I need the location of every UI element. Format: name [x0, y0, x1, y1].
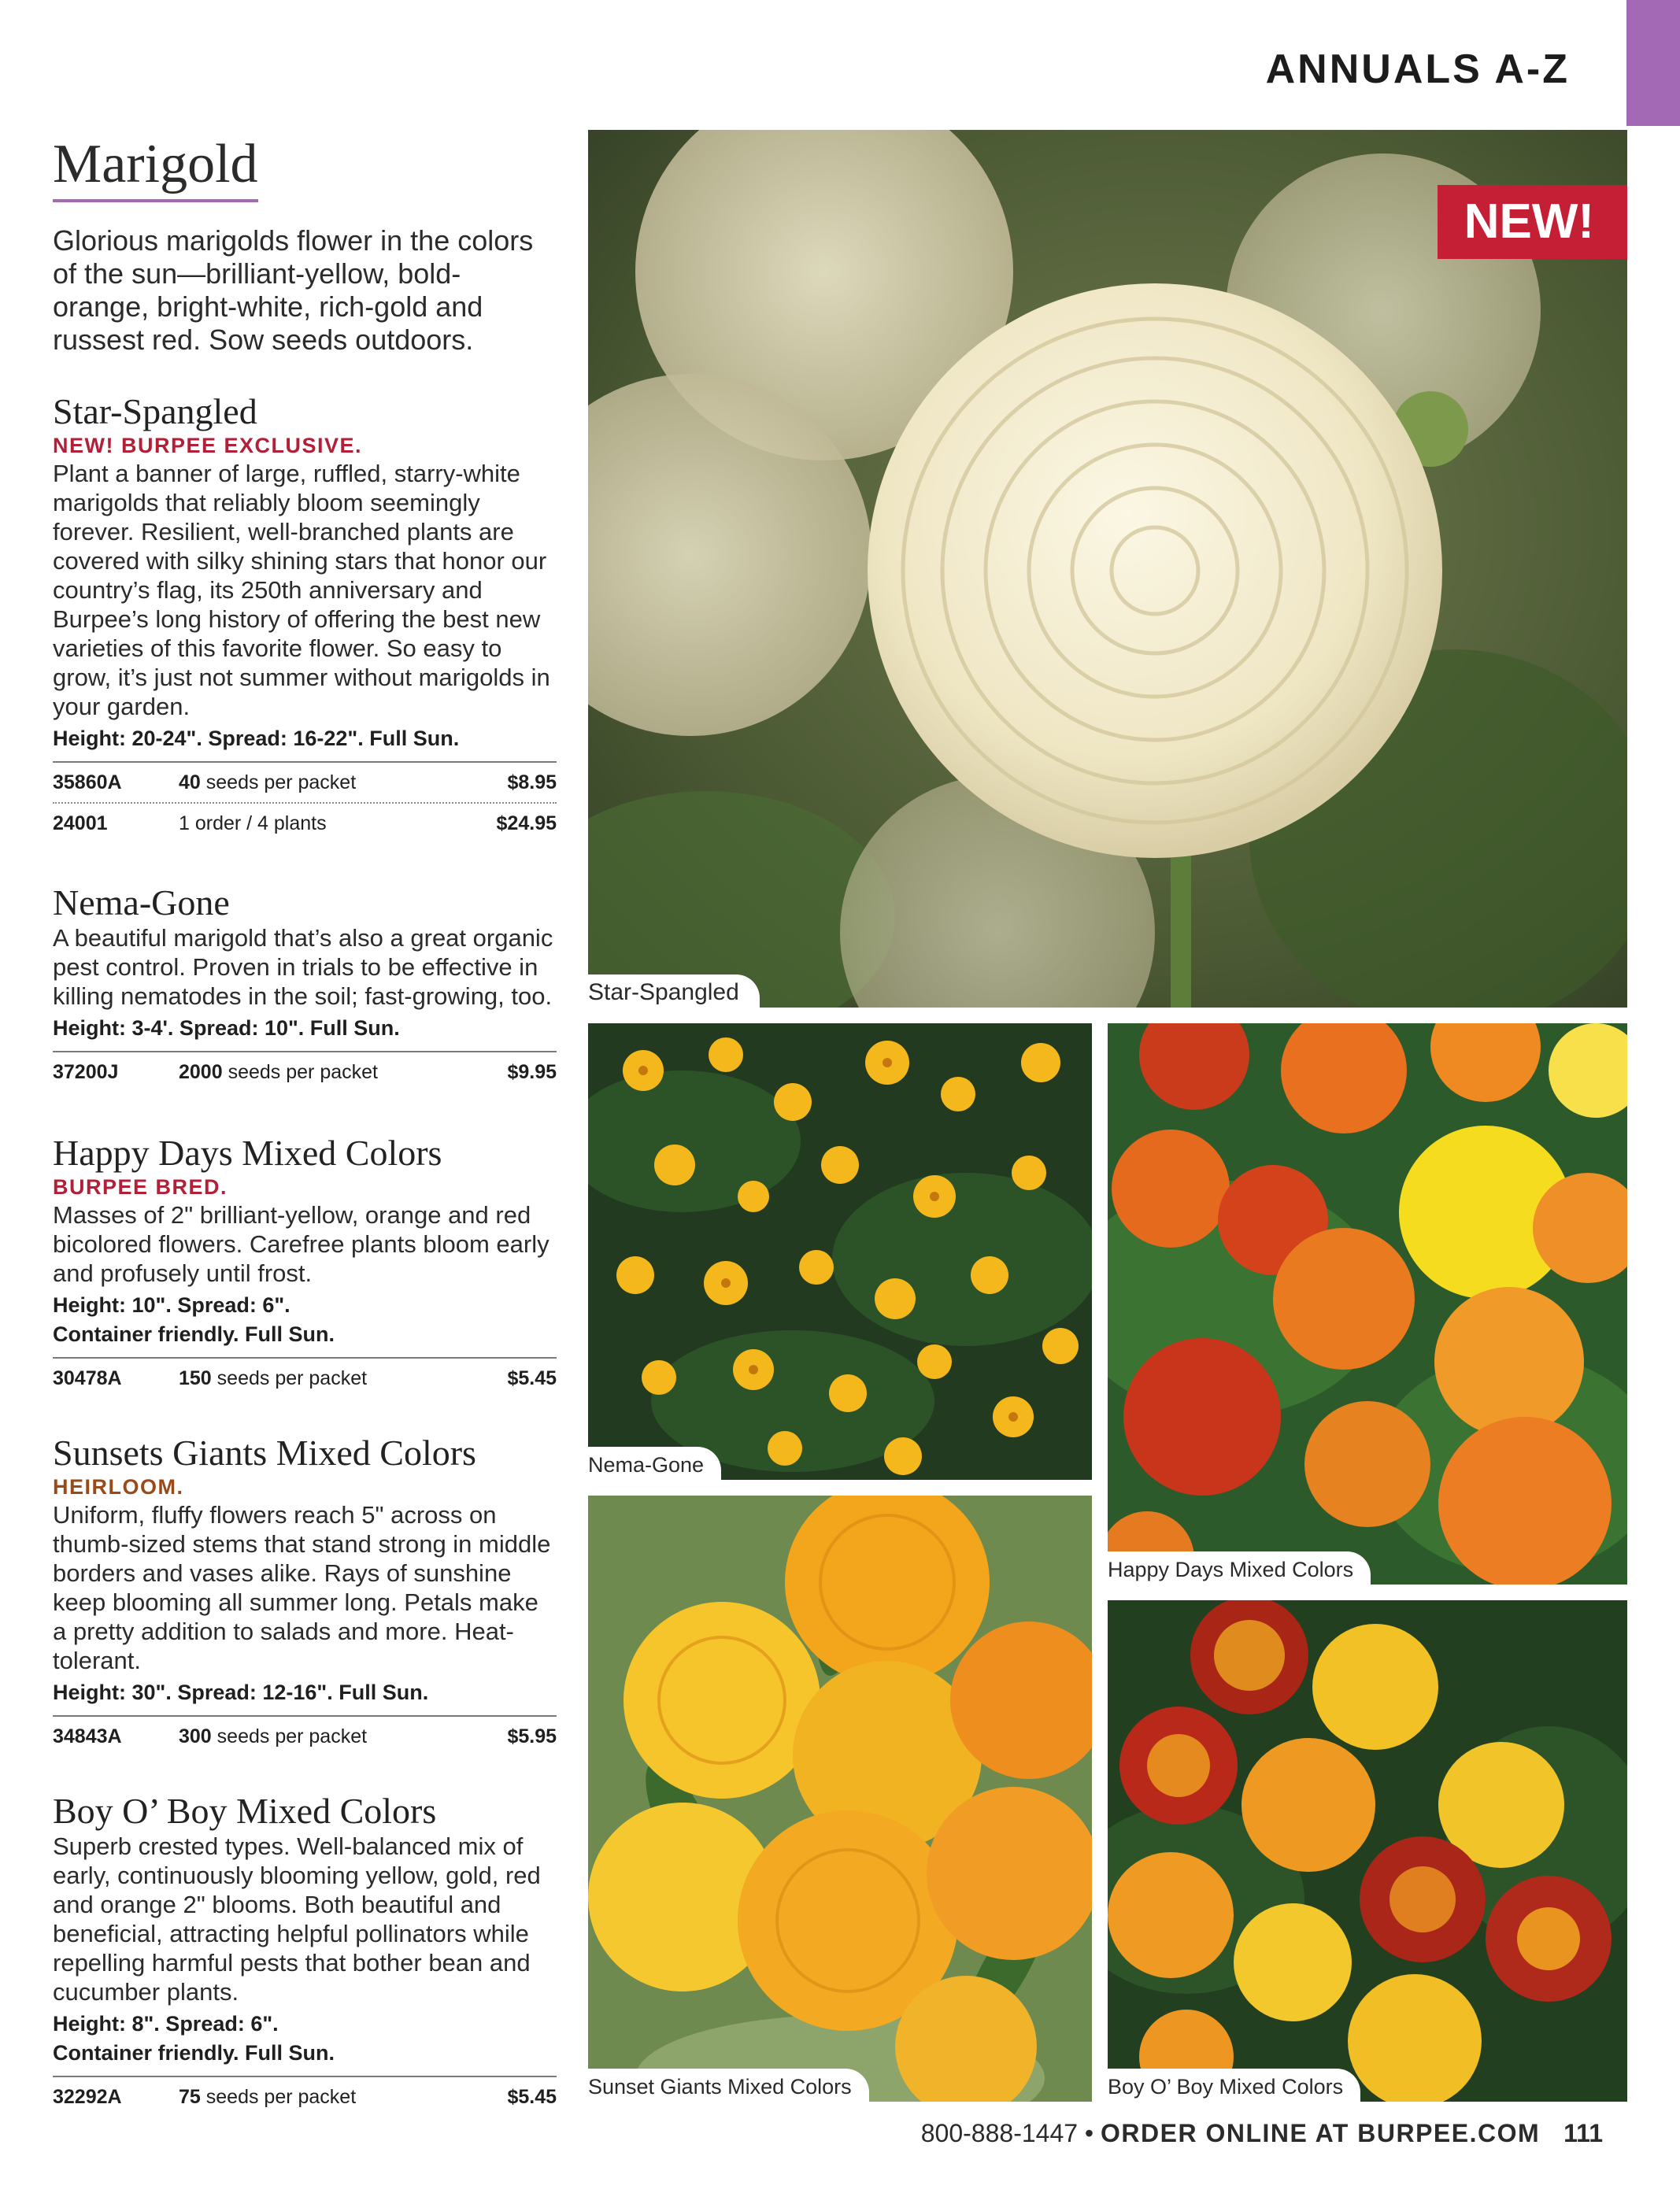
seed-count: 2000: [179, 1060, 223, 1083]
sku-table: [53, 2076, 557, 2117]
page-title: Marigold: [53, 134, 258, 202]
new-badge: NEW!: [1438, 185, 1627, 259]
seed-count: 75: [179, 2085, 201, 2108]
seed-count: 300: [179, 1725, 212, 1747]
sku-code: 34843A: [53, 1725, 122, 1747]
sku-table: [53, 1715, 557, 1756]
sku-row[interactable]: [53, 802, 557, 843]
variety-happy-days: [53, 1133, 557, 1398]
sku-code: 32292A: [53, 2085, 122, 2108]
sku-row[interactable]: [53, 1359, 557, 1398]
sku-quantity: [179, 771, 462, 794]
variety-specs-extra: Container friendly. Full Sun.: [53, 1322, 335, 1346]
quantity-unit: seeds per packet: [205, 771, 357, 793]
happy-days-image: [1108, 1023, 1627, 1585]
variety-specs: Height: 30". Spread: 12-16". Full Sun.: [53, 1681, 429, 1704]
photo-caption: Sunset Giants Mixed Colors: [588, 2069, 869, 2102]
quantity-unit: seeds per packet: [228, 1060, 378, 1083]
sku-price: $5.95: [507, 1725, 557, 1747]
sku-price: $9.95: [507, 1060, 557, 1083]
variety-description: Uniform, fluffy flowers reach 5" across on thumb-sized stems that stand strong in middle borders and vases alike. Rays of sunshine keep blooming all summer long. Petals make a pretty addition to salads and more. Heat-tolerant.: [53, 1501, 551, 1674]
seed-count: 40: [179, 771, 201, 793]
sunset-giants-image: [588, 1496, 1092, 2102]
photo-caption: Star-Spangled: [588, 974, 760, 1008]
phone-number[interactable]: 800-888-1447: [920, 2119, 1079, 2147]
variety-star-spangled: [53, 391, 557, 843]
photo-boy-o-boy: [1108, 1600, 1627, 2102]
sku-code: 24001: [53, 812, 108, 834]
sku-quantity: [179, 2086, 462, 2109]
variety-specs: Height: 3-4'. Spread: 10". Full Sun.: [53, 1016, 400, 1040]
burpee-bred-badge: BURPEE BRED.: [53, 1175, 228, 1199]
boy-o-boy-image: [1108, 1600, 1627, 2102]
sku-table: [53, 1357, 557, 1398]
page-number: 111: [1563, 2119, 1603, 2147]
sku-quantity: [179, 1725, 462, 1748]
quantity-unit: seeds per packet: [205, 2085, 357, 2108]
sku-table: [53, 761, 557, 843]
section-color-tab: [1626, 0, 1680, 126]
variety-name: Boy O’ Boy Mixed Colors: [53, 1791, 437, 1831]
photo-happy-days: [1108, 1023, 1627, 1585]
quantity-unit: seeds per packet: [216, 1725, 368, 1747]
sku-price: $5.45: [507, 2085, 557, 2108]
sku-code: 37200J: [53, 1060, 119, 1083]
sku-code: 30478A: [53, 1366, 122, 1389]
nema-gone-image: [588, 1023, 1092, 1480]
sku-row[interactable]: [53, 2077, 557, 2117]
variety-description: Plant a banner of large, ruffled, starry-white marigolds that reliably bloom seemingly forever. Resilient, well-branched plants are covered with silky shining stars that honor our country’s flag, its 250th anniversary and Burpee’s long history of offering the best new varieties of this favorite flower. So easy to grow, it’s just not summer without marigolds in your garden.: [53, 460, 550, 720]
photo-sunset-giants: [588, 1496, 1092, 2102]
sku-table: [53, 1051, 557, 1092]
variety-name: Sunsets Giants Mixed Colors: [53, 1433, 476, 1473]
variety-sunsets-giants: [53, 1433, 557, 1756]
variety-specs: Height: 20-24". Spread: 16-22". Full Sun.: [53, 727, 460, 750]
sku-row[interactable]: [53, 1052, 557, 1092]
sku-price: $5.45: [507, 1366, 557, 1389]
photo-nema-gone: [588, 1023, 1092, 1480]
photo-caption: Nema-Gone: [588, 1447, 721, 1480]
intro-text: Glorious marigolds flower in the colors of the sun—brilliant-yellow, bold-orange, bright-white, rich-gold and russest red. Sow seeds outdoors.: [53, 224, 534, 356]
sku-price: $24.95: [496, 812, 557, 834]
heirloom-badge: HEIRLOOM.: [53, 1475, 184, 1499]
variety-boy-o-boy: [53, 1791, 557, 2117]
variety-description: A beautiful marigold that’s also a great organic pest control. Proven in trials to be effective in killing nematodes in the soil; fast-growing, too.: [53, 924, 553, 1010]
variety-specs: Height: 10". Spread: 6".: [53, 1293, 290, 1317]
variety-description: Superb crested types. Well-balanced mix of early, continuously blooming yellow, gold, red and orange 2" blooms. Both beautiful and beneficial, attracting helpful pollinators while repelling harmful pests that bother bean and cucumber plants.: [53, 1832, 541, 2006]
page-footer: [921, 2119, 1603, 2148]
variety-specs: Height: 8". Spread: 6".: [53, 2012, 279, 2036]
variety-specs-extra: Container friendly. Full Sun.: [53, 2041, 335, 2065]
sku-quantity: [179, 1061, 462, 1084]
variety-description: Masses of 2" brilliant-yellow, orange and red bicolored flowers. Carefree plants bloom early and profusely until frost.: [53, 1201, 550, 1287]
photo-caption: Boy O’ Boy Mixed Colors: [1108, 2069, 1360, 2102]
footer-separator: •: [1078, 2119, 1101, 2147]
variety-name: Star-Spangled: [53, 391, 257, 431]
sku-quantity: [179, 1367, 462, 1390]
order-online-link[interactable]: ORDER ONLINE AT BURPEE.COM: [1101, 2119, 1541, 2147]
variety-name: Nema-Gone: [53, 882, 230, 923]
variety-nema-gone: [53, 882, 557, 1092]
photo-star-spangled: [588, 130, 1627, 1008]
sku-price: $8.95: [507, 771, 557, 793]
section-title: ANNUALS A-Z: [1265, 46, 1570, 92]
sku-code: 35860A: [53, 771, 122, 793]
sku-row[interactable]: [53, 763, 557, 802]
seed-count: 150: [179, 1366, 212, 1389]
white-marigold-image: [588, 130, 1627, 1008]
variety-name: Happy Days Mixed Colors: [53, 1133, 442, 1173]
photo-caption: Happy Days Mixed Colors: [1108, 1551, 1371, 1585]
sku-row[interactable]: [53, 1717, 557, 1756]
product-column: [53, 134, 557, 2117]
exclusive-badge: NEW! BURPEE EXCLUSIVE.: [53, 434, 363, 457]
quantity-unit: seeds per packet: [216, 1366, 368, 1389]
sku-quantity: 1 order / 4 plants: [179, 812, 327, 834]
